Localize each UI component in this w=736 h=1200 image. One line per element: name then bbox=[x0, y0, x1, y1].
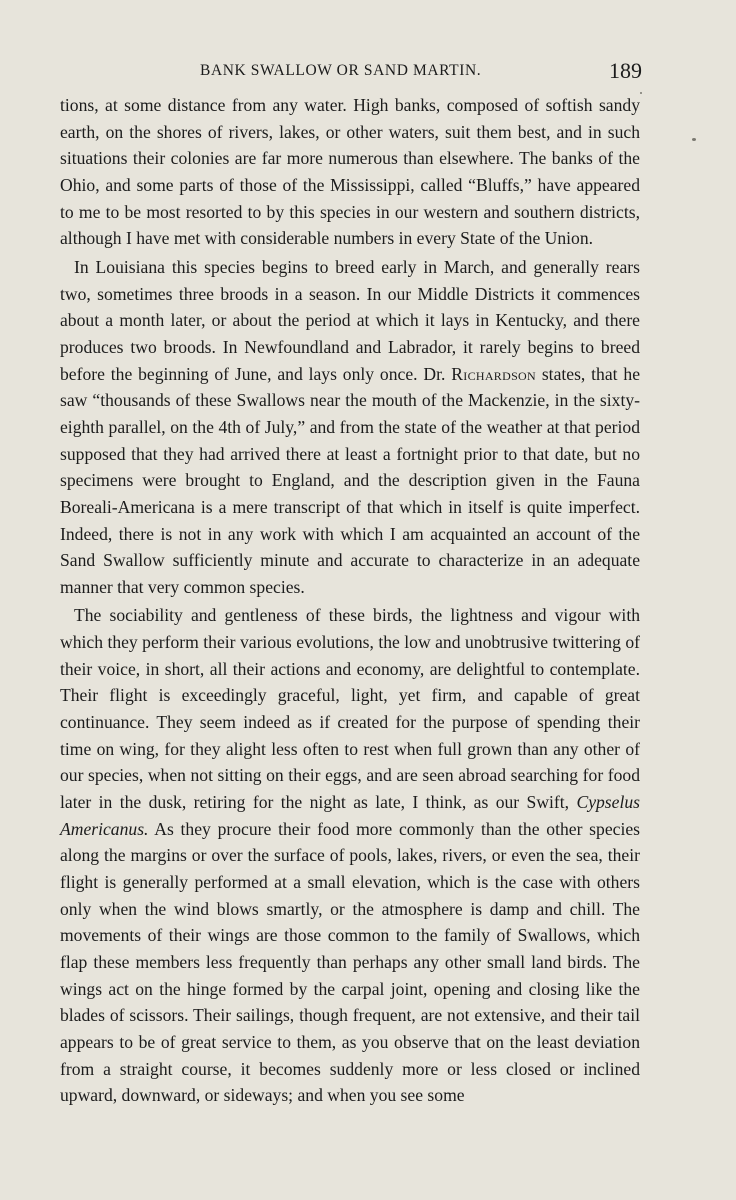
paragraph-3-text-start: The sociability and gentleness of these birds, the lightness and vigour with which they perform their various evolutions, the low and unobtrusive twittering of their voice, in short, all their actions and economy, are delightful to contemplate. Their flight is exceedingly graceful, light, yet firm, and capable of great continuance. They seem indeed as if created for the purpose of spending their time on wing, for they alight less often to rest when full grown than any other of our species, when not sitting on their eggs, and are seen abroad searching for food later in the dusk, retiring for the night as late, I think, as our Swift, bbox=[60, 605, 640, 813]
paragraph-3 bbox=[60, 602, 640, 1108]
paragraph-2-text-start: In Louisiana this species begins to breed early in March, and generally rears two, sometimes three broods in a season. In our Middle Districts it commences about a month later, or about the period at which it lays in Kentucky, and there produces two broods. In Newfoundland and Labrador, it rarely begins to breed before the beginning of June, and lays only once. Dr. bbox=[60, 256, 640, 384]
paper-speck bbox=[640, 92, 642, 94]
paragraph-1-text: tions, at some distance from any water. High banks, composed of softish sandy earth, on the shores of rivers, lakes, or other waters, suit them best, and in such situations their colonies are far more numerous than elsewhere. The banks of the Ohio, and some parts of those of the Mississippi, called “Bluffs,” have appeared to me to be most resorted to by this species in our western and southern districts, although I have met with considerable numbers in every State of the Union. bbox=[60, 95, 640, 249]
body-text bbox=[60, 92, 640, 1109]
paragraph-1 bbox=[60, 92, 640, 252]
paragraph-2-text-end: states, that he saw “thousands of these Swallows near the mouth of the Mackenzie, in the sixty-eighth parallel, on the 4th of July,” and from the state of the weather at that period supposed that they had arrived there at least a fortnight prior to that date, but no specimens were brought to England, and the description given in the Fauna Boreali-Americana is a mere transcript of that which in itself is quite imperfect. Indeed, there is not in any work with which I am acquainted an account of the Sand Swallow sufficiently minute and accurate to characterize in an adequate manner that very common species. bbox=[60, 363, 641, 597]
paper-speck bbox=[692, 138, 696, 141]
paragraph-3-text-end: As they procure their food more commonly than the other species along the margins or over the surface of pools, lakes, rivers, or even the sea, their flight is generally performed at a small elevation, which is the case with others only when the wind blows smartly, or the atmosphere is damp and chill. The movements of their wings are those common to the family of Swallows, which flap these members less frequently than perhaps any other small land birds. The wings act on the hinge formed by the carpal joint, opening and closing like the blades of scissors. Their sailings, though frequent, are not extensive, and their tail appears to be of great service to them, as you observe that on the least deviation from a straight course, it becomes suddenly more or less closed or inclined upward, downward, or sideways; and when you see some bbox=[60, 818, 640, 1106]
author-name-richardson: Richardson bbox=[451, 363, 536, 384]
page-header bbox=[60, 60, 640, 90]
paragraph-2 bbox=[60, 254, 640, 601]
running-head: BANK SWALLOW OR SAND MARTIN. bbox=[200, 62, 482, 79]
page-number: 189 bbox=[609, 58, 642, 83]
species-name-italic: Cypselus Americanus. bbox=[60, 792, 640, 839]
